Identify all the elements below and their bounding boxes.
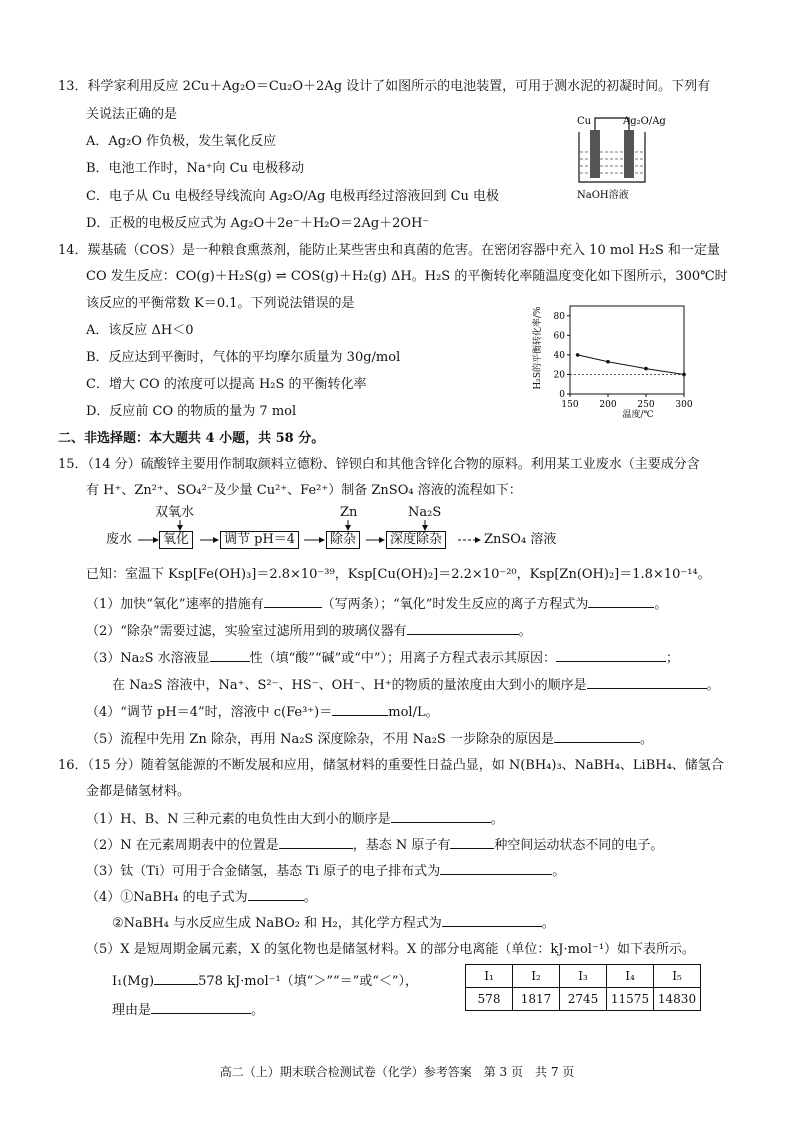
answer-blank[interactable] <box>587 676 707 689</box>
answer-blank[interactable] <box>440 862 552 875</box>
flow-step-oxidation: 氧化 <box>159 531 193 549</box>
table-cell: 1817 <box>513 988 560 1011</box>
q15-stem-line2: 有 H⁺、Zn²⁺、SO₄²⁻及少量 Cu²⁺、Fe²⁺）制备 ZnSO₄ 溶液的流程如下： <box>86 483 522 498</box>
punct-period: 。 <box>490 812 504 827</box>
answer-blank[interactable] <box>154 972 198 985</box>
q16-p5-text-c: 理由是 <box>112 1003 152 1018</box>
answer-blank[interactable] <box>391 810 491 823</box>
data-point <box>606 360 610 364</box>
q14-option-b: B．反应达到平衡时，气体的平均摩尔质量为 30g/mol <box>86 350 401 365</box>
chart-ylabel: H₂S的平衡转化率/% <box>533 306 543 390</box>
answer-blank[interactable] <box>407 622 519 635</box>
data-point <box>644 367 648 371</box>
q16-p5-text-b: 578 kJ·mol⁻¹（填“＞”“＝”或“＜”）， <box>198 974 419 989</box>
q15-p1-text-a: （1）加快“氧化”速率的措施有 <box>86 597 264 612</box>
answer-blank[interactable] <box>264 595 322 608</box>
flow-step-deep-impurity: 深度除杂 <box>386 531 446 549</box>
answer-blank[interactable] <box>151 1001 251 1014</box>
q14-option-a: A．该反应 ΔH＜0 <box>86 323 194 338</box>
q15-p5 <box>86 730 653 749</box>
solution-hatch <box>580 152 644 173</box>
q16-p2-text-b: ，基态 N 原子有 <box>352 838 451 853</box>
reagent-zn: Zn <box>340 505 358 520</box>
q14-stem-line3: 该反应的平衡常数 K＝0.1。下列说法错误的是 <box>86 296 355 311</box>
punct-period: 。 <box>706 678 720 693</box>
q16-stem-line1: 16．（15 分）随着氢能源的不断发展和应用，储氢材料的重要性日益凸显，如 N(BH₄)₃、NaBH₄、LiBH₄、储氢合 <box>58 758 724 773</box>
punct-semicolon: ； <box>666 651 680 666</box>
answer-blank[interactable] <box>279 836 353 849</box>
punct-period: 。 <box>251 1003 265 1018</box>
series-line <box>578 355 684 375</box>
q16-p2-text-a: （2）N 在元素周期表中的位置是 <box>86 838 279 853</box>
chart-xlabel: 温度/℃ <box>622 410 654 420</box>
y-tick-label: 0 <box>559 390 565 400</box>
punct-period: 。 <box>303 890 317 905</box>
cu-electrode <box>590 130 600 178</box>
q16-p4-1 <box>86 888 317 907</box>
conversion-chart <box>528 298 708 420</box>
flow-end: ZnSO₄ 溶液 <box>484 532 557 547</box>
q16-p4-2 <box>112 914 555 933</box>
q15-known: 已知：室温下 Ksp[Fe(OH)₃]＝2.8×10⁻³⁹，Ksp[Cu(OH)₂]＝2.2×10⁻²⁰，Ksp[Zn(OH)₂]＝1.8×10⁻¹⁴。 <box>86 567 711 582</box>
table-header-row <box>466 965 701 988</box>
punct-period: 。 <box>654 597 668 612</box>
q13-stem-line2: 关说法正确的是 <box>86 107 178 122</box>
q14-stem-line1: 14．羰基硫（COS）是一种粮食熏蒸剂，能防止某些害虫和真菌的危害。在密闭容器中充入 10 mol H₂S 和一定量 <box>58 243 720 258</box>
punct-period: 。 <box>552 864 566 879</box>
beaker <box>579 132 645 182</box>
q15-p4-text-b: mol/L。 <box>388 705 439 720</box>
reagent-h2o2: 双氧水 <box>155 505 195 520</box>
q15-p1-text-b: （写两条）；“氧化”时发生反应的离子方程式为 <box>321 597 589 612</box>
y-tick-label: 40 <box>553 350 565 361</box>
q15-p3 <box>86 649 679 668</box>
q16-p3 <box>86 862 565 881</box>
section-heading: 二、非选择题：本大题共 4 小题，共 58 分。 <box>58 431 325 446</box>
answer-blank[interactable] <box>248 888 304 901</box>
table-cell: 578 <box>466 988 513 1011</box>
q16-p3-text: （3）钛（Ti）可用于合金储氢，基态 Ti 原子的电子排布式为 <box>86 864 441 879</box>
punct-period: 。 <box>518 624 532 639</box>
q15-p3-order <box>112 676 720 695</box>
q15-p4-text-a: （4）“调节 pH＝4”时，溶液中 c(Fe³⁺)＝ <box>86 705 333 720</box>
x-tick-label: 250 <box>637 400 655 410</box>
answer-blank[interactable] <box>210 649 250 662</box>
q15-p3-text-b: 性（填“酸”“碱”或“中”）；用离子方程式表示其原因： <box>249 651 557 666</box>
table-cell: 2745 <box>560 988 607 1011</box>
q16-stem-line2: 金都是储氢材料。 <box>86 784 191 799</box>
punct-period: 。 <box>541 916 555 931</box>
x-tick-label: 150 <box>561 400 579 410</box>
q14-option-c: C．增大 CO 的浓度可以提高 H₂S 的平衡转化率 <box>86 377 367 392</box>
answer-blank[interactable] <box>442 914 542 927</box>
q15-stem-line1: 15．（14 分）硫酸锌主要用作制取颜料立德粉、锌钡白和其他含锌化合物的原料。利用某工业废水（主要成分含 <box>58 457 700 472</box>
x-tick-label: 300 <box>675 400 693 410</box>
fig-naoh-label: NaOH溶液 <box>577 190 629 201</box>
q15-p1 <box>86 595 667 614</box>
q16-p1 <box>86 810 504 829</box>
fig-cu-label: Cu <box>577 116 592 127</box>
ag-electrode <box>624 130 634 178</box>
ionization-energy-table <box>465 964 701 1011</box>
table-header-cell: I₄ <box>607 965 654 988</box>
q15-p3-text-c: 在 Na₂S 溶液中，Na⁺、S²⁻、HS⁻、OH⁻、H⁺的物质的量浓度由大到小的顺序是 <box>112 678 587 693</box>
answer-blank[interactable] <box>332 703 388 716</box>
q13-stem-line1: 13．科学家利用反应 2Cu＋Ag₂O＝Cu₂O＋2Ag 设计了如图所示的电池装置，可用于测水泥的初凝时间。下列有 <box>58 79 711 94</box>
q16-p4-text-a: （4）①NaBH₄ 的电子式为 <box>86 890 248 905</box>
y-tick-label: 80 <box>553 311 565 322</box>
table-header-cell: I₁ <box>466 965 513 988</box>
q15-p4 <box>86 703 439 722</box>
x-tick-label: 200 <box>599 400 617 410</box>
q16-p2-text-c: 种空间运动状态不同的电子。 <box>494 838 664 853</box>
reagent-na2s: Na₂S <box>408 505 442 520</box>
battery-figure <box>565 112 685 204</box>
q16-p1-text: （1）H、B、N 三种元素的电负性由大到小的顺序是 <box>86 812 391 827</box>
fig-ag-label: Ag₂O/Ag <box>623 116 666 127</box>
q13-option-d: D．正极的电极反应式为 Ag₂O＋2e⁻＋H₂O＝2Ag＋2OH⁻ <box>86 216 430 231</box>
table-header-cell: I₃ <box>560 965 607 988</box>
flow-step-impurity: 除杂 <box>326 531 360 549</box>
q15-p5-text: （5）流程中先用 Zn 除杂，再用 Na₂S 深度除杂，不用 Na₂S 一步除杂的原因是 <box>86 732 554 747</box>
q16-p5-reason <box>112 1001 264 1020</box>
data-point <box>576 353 580 357</box>
y-tick-label: 60 <box>553 331 565 342</box>
flow-start: 废水 <box>106 532 133 547</box>
plot-frame <box>570 306 684 394</box>
q13-option-c: C．电子从 Cu 电极经导线流向 Ag₂O/Ag 电极再经过溶液回到 Cu 电极 <box>86 189 500 204</box>
table-cell: 14830 <box>654 988 701 1011</box>
table-cell: 11575 <box>607 988 654 1011</box>
answer-blank[interactable] <box>588 595 654 608</box>
q16-p5-compare <box>112 972 418 991</box>
flow-step-adjust-ph: 调节 pH＝4 <box>220 531 299 549</box>
q13-option-b: B．电池工作时，Na⁺向 Cu 电极移动 <box>86 161 305 176</box>
table-header-cell: I₅ <box>654 965 701 988</box>
q16-p4-text-b: ②NaBH₄ 与水反应生成 NaBO₂ 和 H₂，其化学方程式为 <box>112 916 442 931</box>
punct-period: 。 <box>639 732 653 747</box>
q15-p3-text-a: （3）Na₂S 水溶液显 <box>86 651 210 666</box>
q14-stem-line2: CO 发生反应：CO(g)＋H₂S(g) ⇌ COS(g)＋H₂(g) ΔH。H₂S 的平衡转化率随温度变化如下图所示，300℃时 <box>86 269 728 284</box>
q14-option-d: D．反应前 CO 的物质的量为 7 mol <box>86 404 297 419</box>
table-header-cell: I₂ <box>513 965 560 988</box>
q16-p5: （5）X 是短周期金属元素，X 的氢化物也是储氢材料。X 的部分电离能（单位：kJ·mol⁻¹）如下表所示。 <box>86 942 696 957</box>
answer-blank[interactable] <box>556 649 666 662</box>
answer-blank[interactable] <box>554 730 640 743</box>
q16-p5-text-a: I₁(Mg) <box>112 974 155 989</box>
table-row <box>466 988 701 1011</box>
y-tick-label: 20 <box>553 370 565 381</box>
answer-blank[interactable] <box>450 836 494 849</box>
q15-p2-text: （2）“除杂”需要过滤，实验室过滤所用到的玻璃仪器有 <box>86 624 407 639</box>
q16-p2 <box>86 836 663 855</box>
q15-p2 <box>86 622 532 641</box>
page-footer: 高二（上）期末联合检测试卷（化学）参考答案 第 3 页 共 7 页 <box>219 1065 575 1079</box>
q13-option-a: A．Ag₂O 作负极，发生氧化反应 <box>86 134 277 149</box>
data-point <box>682 373 686 377</box>
